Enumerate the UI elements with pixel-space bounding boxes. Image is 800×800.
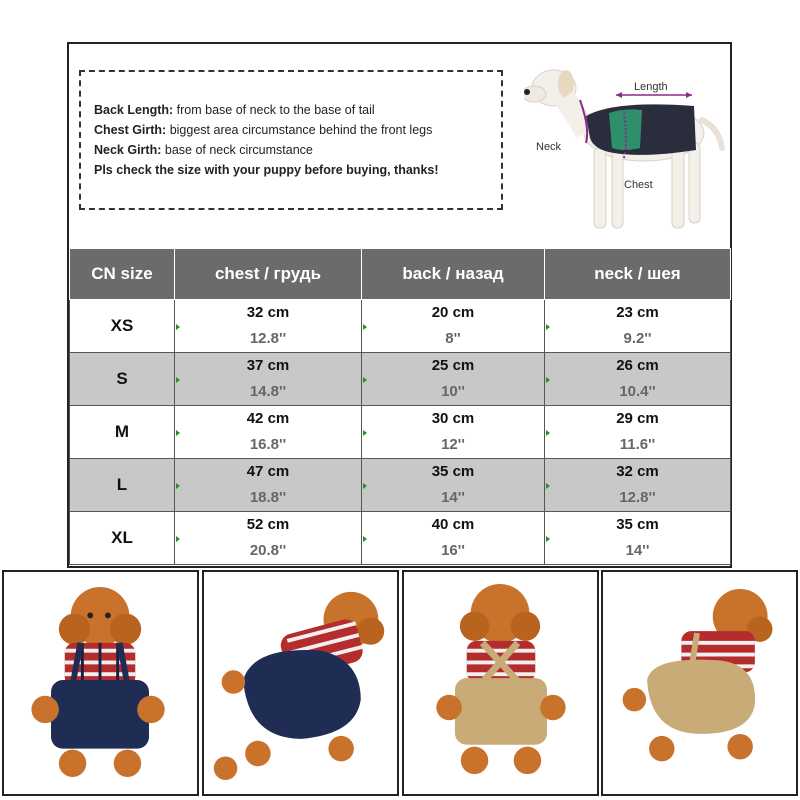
dog-measurement-diagram	[524, 58, 729, 248]
back-cell: 40 cm 16''	[362, 512, 545, 565]
size-cell: M	[70, 406, 175, 459]
chest-cell: 37 cm 14.8''	[175, 353, 362, 406]
neck-cell: 32 cm 12.8''	[545, 459, 731, 512]
table-row	[70, 459, 731, 512]
product-photo-khaki-side	[601, 570, 798, 796]
neck-cell: 29 cm 11.6''	[545, 406, 731, 459]
size-cell: XS	[70, 300, 175, 353]
poodle-navy-overalls-front-image	[4, 572, 197, 794]
header-cn-size: CN size	[70, 249, 175, 300]
product-photos	[0, 570, 800, 800]
chest-cell: 47 cm 18.8''	[175, 459, 362, 512]
product-photo-khaki-back	[402, 570, 599, 796]
back-cell: 20 cm 8''	[362, 300, 545, 353]
poodle-navy-overalls-back-image	[204, 572, 397, 794]
measurement-instructions	[79, 70, 503, 210]
chest-cell: 32 cm 12.8''	[175, 300, 362, 353]
chest-cell: 42 cm 16.8''	[175, 406, 362, 459]
chest-cell: 52 cm 20.8''	[175, 512, 362, 565]
info-chest-girth: Chest Girth: biggest area circumstance behind the front legs	[94, 123, 433, 137]
poodle-khaki-overalls-back-image	[404, 572, 597, 794]
header-back: back / назад	[362, 249, 545, 300]
table-row	[70, 512, 731, 565]
table-row	[70, 406, 731, 459]
size-cell: L	[70, 459, 175, 512]
neck-cell: 26 cm 10.4''	[545, 353, 731, 406]
size-cell: XL	[70, 512, 175, 565]
product-photo-navy-front	[2, 570, 199, 796]
header-chest: chest / грудь	[175, 249, 362, 300]
info-back-length: Back Length: from base of neck to the base of tail	[94, 103, 375, 117]
table-header-row	[70, 249, 731, 300]
table-row	[70, 300, 731, 353]
neck-cell: 35 cm 14''	[545, 512, 731, 565]
size-cell: S	[70, 353, 175, 406]
poodle-khaki-overalls-side-image	[603, 572, 796, 794]
product-photo-navy-back	[202, 570, 399, 796]
info-note: Pls check the size with your puppy before buying, thanks!	[94, 163, 439, 177]
size-table	[69, 248, 731, 565]
table-row	[70, 353, 731, 406]
size-chart-frame	[67, 42, 732, 568]
back-cell: 35 cm 14''	[362, 459, 545, 512]
back-cell: 30 cm 12''	[362, 406, 545, 459]
length-label: Length	[634, 81, 668, 93]
neck-label: Neck	[536, 141, 562, 153]
chest-label: Chest	[624, 179, 653, 191]
back-cell: 25 cm 10''	[362, 353, 545, 406]
info-neck-girth: Neck Girth: base of neck circumstance	[94, 143, 313, 157]
header-neck: neck / шея	[545, 249, 731, 300]
neck-cell: 23 cm 9.2''	[545, 300, 731, 353]
